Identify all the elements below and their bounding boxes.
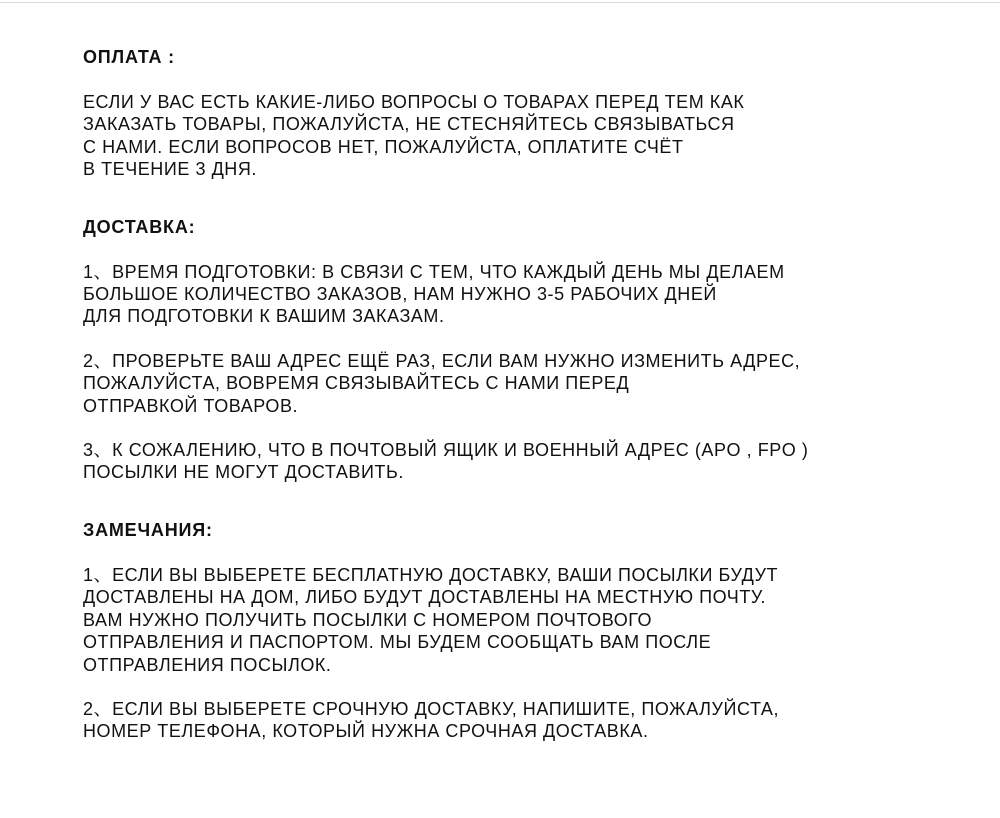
delivery-section	[83, 215, 963, 484]
policy-document	[83, 45, 963, 743]
notes-section	[83, 518, 963, 743]
notes-item-free-shipping: 1、ЕСЛИ ВЫ ВЫБЕРЕТЕ БЕСПЛАТНУЮ ДОСТАВКУ, ВАШИ ПОСЫЛКИ БУДУТ ДОСТАВЛЕНЫ НА ДОМ, ЛИБО БУДУТ ДОСТАВЛЕНЫ НА МЕСТНУЮ ПОЧТУ. ВАМ НУЖНО ПОЛУЧИТЬ ПОСЫЛКИ С НОМЕРОМ ПОЧТОВОГО ОТПРАВЛЕНИЯ И ПАСПОРТОМ. МЫ БУДЕМ СООБЩАТЬ ВАМ ПОСЛЕ ОТПРАВЛЕНИЯ ПОСЫЛОК.	[83, 564, 779, 675]
payment-text: ЕСЛИ У ВАС ЕСТЬ КАКИЕ-ЛИБО ВОПРОСЫ О ТОВАРАХ ПЕРЕД ТЕМ КАК ЗАКАЗАТЬ ТОВАРЫ, ПОЖАЛУЙСТА, НЕ СТЕСНЯЙТЕСЬ СВЯЗЫВАТЬСЯ С НАМИ. ЕСЛИ ВОПРОСОВ НЕТ, ПОЖАЛУЙСТА, ОПЛАТИТЕ СЧЁТ В ТЕЧЕНИЕ 3 ДНЯ.	[83, 92, 745, 180]
delivery-item-address-check: 2、ПРОВЕРЬТЕ ВАШ АДРЕС ЕЩЁ РАЗ, ЕСЛИ ВАМ НУЖНО ИЗМЕНИТЬ АДРЕС, ПОЖАЛУЙСТА, ВОВРЕМЯ СВЯЗЫВАЙТЕСЬ С НАМИ ПЕРЕД ОТПРАВКОЙ ТОВАРОВ.	[83, 350, 801, 416]
notes-heading: ЗАМЕЧАНИЯ:	[83, 519, 213, 540]
top-divider	[0, 2, 1000, 3]
payment-section	[83, 45, 963, 181]
payment-heading: ОПЛАТА :	[83, 47, 175, 67]
delivery-item-restrictions: 3、К СОЖАЛЕНИЮ, ЧТО В ПОЧТОВЫЙ ЯЩИК И ВОЕННЫЙ АДРЕС (APO , FPO ) ПОСЫЛКИ НЕ МОГУТ ДОСТАВИТЬ.	[83, 440, 809, 483]
delivery-item-preparation-time: 1、ВРЕМЯ ПОДГОТОВКИ: В СВЯЗИ С ТЕМ, ЧТО КАЖДЫЙ ДЕНЬ МЫ ДЕЛАЕМ БОЛЬШОЕ КОЛИЧЕСТВО ЗАКАЗОВ, НАМ НУЖНО 3-5 РАБОЧИХ ДНЕЙ ДЛЯ ПОДГОТОВКИ К ВАШИМ ЗАКАЗАМ.	[83, 261, 785, 327]
notes-item-express-shipping: 2、ЕСЛИ ВЫ ВЫБЕРЕТЕ СРОЧНУЮ ДОСТАВКУ, НАПИШИТЕ, ПОЖАЛУЙСТА, НОМЕР ТЕЛЕФОНА, КОТОРЫЙ НУЖНА СРОЧНАЯ ДОСТАВКА.	[83, 698, 780, 742]
delivery-heading: ДОСТАВКА:	[83, 216, 196, 237]
